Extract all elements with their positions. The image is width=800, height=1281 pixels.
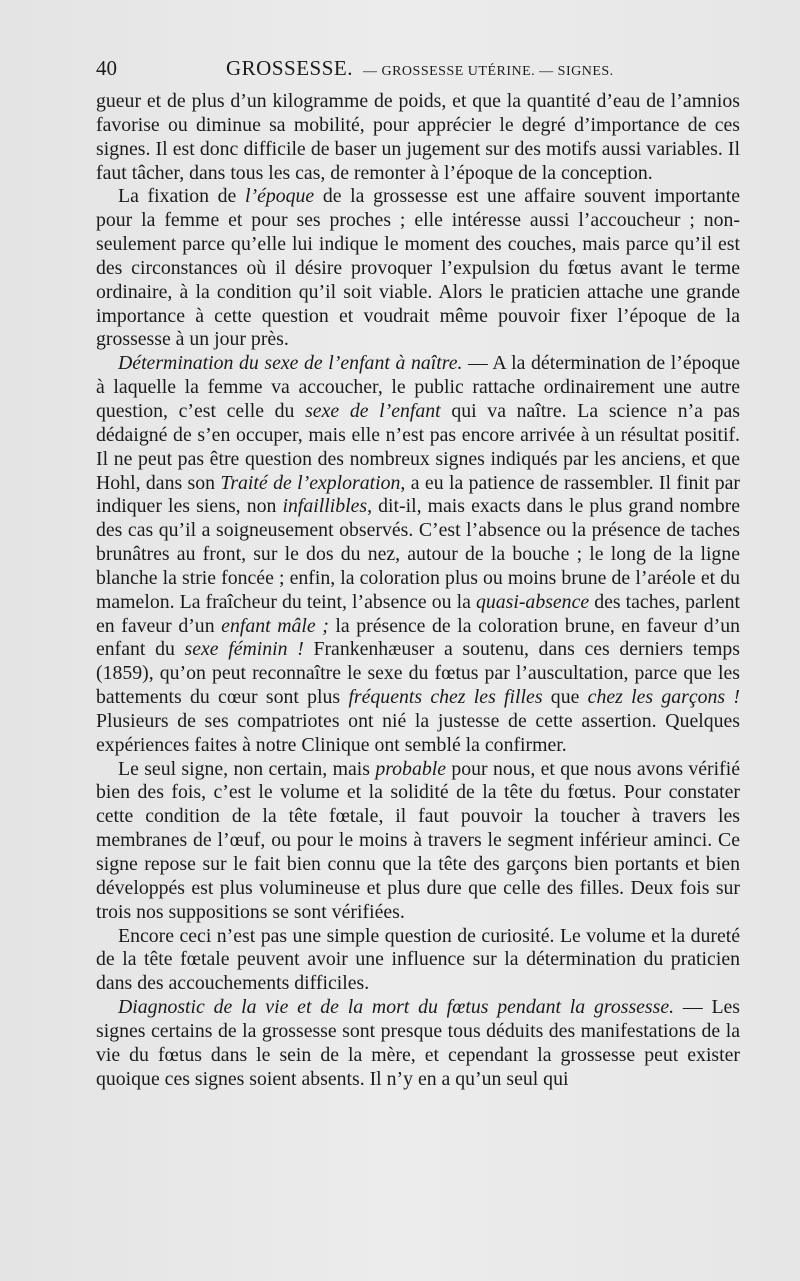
italic-text: Traité de l’exploration <box>220 471 401 494</box>
italic-text: chez les garçons ! <box>587 686 740 709</box>
italic-text: probable <box>375 757 447 780</box>
italic-text: enfant mâle ; <box>221 614 329 637</box>
text-run: la présence de la coloration brune, en faveur d’un enfant du <box>96 614 741 661</box>
text-run: des taches, parlent en faveur d’un <box>96 590 741 637</box>
paragraph <box>96 352 740 757</box>
italic-text: infaillibles <box>282 495 368 518</box>
text-run: — A la détermination de l’époque à laquelle la femme va accoucher, le public rattache ordinairement une autre question, c’est celle du <box>96 352 740 422</box>
text-run: , a eu la patience de rassembler. Il finit par indiquer les siens, non <box>96 471 740 518</box>
paragraph <box>96 90 740 185</box>
header-subtitle: — GROSSESSE UTÉRINE. — SIGNES. <box>362 64 614 79</box>
header-title: GROSSESSE. <box>226 56 353 80</box>
italic-text: sexe féminin ! <box>184 638 304 661</box>
italic-text: sexe de l’enfant <box>305 399 441 422</box>
text-run: , dit-il, mais exacts dans le plus grand nombre des cas qu’il a soigneusement observés. C’est l’absence ou la présence de taches brunâtres au front, sur le dos du nez, autour de la bouche ; le long de la ligne blanche la strie foncée ; enfin, la coloration plus ou moins brune de l’aréole et du mamelon. La fraîcheur du teint, l’absence ou la <box>96 495 740 613</box>
italic-text: l’époque <box>244 185 315 208</box>
text-run: — Les signes certains de la grossesse sont presque tous déduits des manifestations de la vie du fœtus dans le sein de la mère, et cependant la grossesse peut exister quoique ces signes soient absents. Il n’y en a qu’un seul qui <box>96 996 741 1090</box>
running-header <box>96 56 740 84</box>
body-text <box>96 90 740 1091</box>
italic-text: Détermination du sexe de l’enfant à naître. <box>118 352 463 375</box>
italic-text: quasi-absence <box>475 590 590 613</box>
text-run: Frankenhæuser a soutenu, dans ces derniers temps (1859), qu’on peut reconnaître le sexe du fœtus par l’auscultation, parce que les battements du cœur sont plus <box>96 638 741 709</box>
italic-text: Diagnostic de la vie et de la mort du fœtus pendant la grossesse. <box>118 996 675 1019</box>
text-run: que <box>542 686 588 709</box>
text-run: Encore ceci n’est pas une simple question de curiosité. Le volume et la dureté de la tête fœtale peuvent avoir une influence sur la détermination du praticien dans des accouchements difficiles. <box>96 924 740 995</box>
text-run: qui va naître. La science n’a pas dédaigné de s’en occuper, mais elle n’est pas encore arrivée à un résultat positif. Il ne peut pas être question des nombreux signes indiqués par les anciens, et que Hohl, dans son <box>96 399 740 494</box>
text-run: Plusieurs de ses compatriotes ont nié la justesse de cette assertion. Quelques expériences faites à notre Clinique ont semblé la confirmer. <box>96 709 740 756</box>
paragraph <box>96 185 740 352</box>
text-run: Le seul signe, non certain, mais <box>118 757 376 780</box>
text-run: gueur et de plus d’un kilogramme de poids, et que la quantité d’eau de l’amnios favorise ou diminue sa mobilité, pour apprécier le degré d’importance de ces signes. Il est donc difficile de baser un jugement sur des motifs aussi variables. Il faut tâcher, dans tous les cas, de remonter à l’époque de la conception. <box>96 90 740 184</box>
page-number: 40 <box>96 56 117 80</box>
text-run: pour nous, et que nous avons vérifié bien des fois, c’est le volume et la solidité de la tête du fœtus. Pour constater cette condition de la tête fœtale, il faut pouvoir la toucher à travers les membranes de l’œuf, ou pour le moins à travers le segment inférieur aminci. Ce signe repose sur le fait bien connu que la tête des garçons bien portants et bien développés est plus volumineuse et plus dure que celle des filles. Deux fois sur trois nos suppositions se sont vérifiées. <box>96 757 740 923</box>
paragraph <box>96 925 740 997</box>
italic-text: fréquents chez les filles <box>348 686 543 709</box>
paragraph <box>96 758 740 925</box>
text-run: La fixation de <box>118 185 245 208</box>
paragraph <box>96 996 740 1091</box>
text-run: de la grossesse est une affaire souvent importante pour la femme et pour ses proches ; elle intéresse aussi l’accoucheur ; non-seulement parce qu’elle lui indique le moment des couches, mais parce qu’il est des circonstances où il désire provoquer l’expulsion du fœtus avant le terme ordinaire, à la condition qu’il soit viable. Alors le praticien attache une grande importance à cette question et voudrait même pouvoir fixer l’époque de la grossesse à un jour près. <box>96 185 740 351</box>
